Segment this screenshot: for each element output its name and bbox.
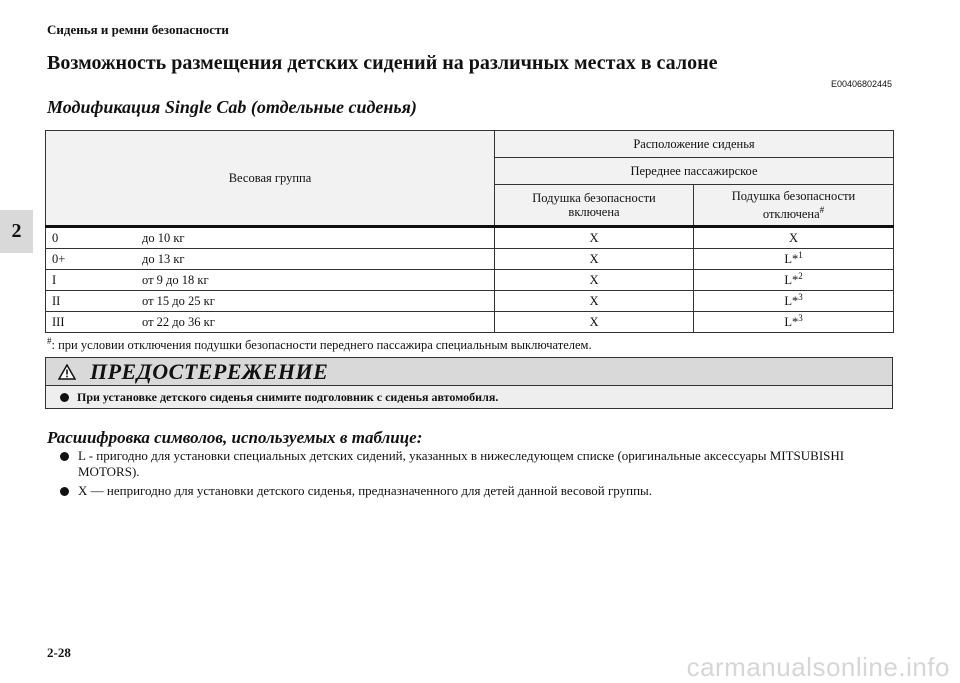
- airbag-off-note: 3: [798, 313, 803, 324]
- table-row: [46, 249, 894, 270]
- list-item: [60, 483, 890, 499]
- airbag-off-line2: отключена: [762, 207, 820, 222]
- group-cell: 0: [52, 230, 59, 245]
- page-number: 2-28: [47, 645, 71, 660]
- airbag-off-note: 2: [798, 271, 803, 282]
- group-cell: II: [52, 293, 61, 308]
- warning-title: ПРЕДОСТЕРЕЖЕНИЕ: [90, 358, 329, 384]
- airbag-off-note: 1: [798, 250, 803, 261]
- airbag-on-header: [495, 185, 694, 227]
- airbag-on-cell: X: [495, 227, 694, 249]
- bullet-icon: [60, 487, 69, 496]
- weight-cell: до 10 кг: [142, 230, 185, 245]
- table-row: [46, 291, 894, 312]
- group-cell: 0+: [52, 251, 66, 266]
- bullet-icon: [60, 393, 69, 402]
- weight-group-header: Весовая группа: [46, 131, 495, 227]
- watermark: carmanualsonline.info: [686, 652, 950, 682]
- airbag-off-note: 3: [798, 292, 803, 303]
- legend-list: [60, 448, 890, 502]
- bullet-icon: [60, 452, 69, 461]
- airbag-off-mark: #: [819, 204, 825, 215]
- warning-icon: [58, 364, 76, 380]
- table-row: [46, 227, 894, 249]
- legend-title: Расшифровка символов, используемых в таблице:: [47, 428, 423, 447]
- document-code: E00406802445: [830, 79, 892, 89]
- airbag-on-line2: включена: [568, 205, 620, 219]
- airbag-on-cell: X: [495, 270, 694, 291]
- airbag-on-cell: X: [495, 291, 694, 312]
- footnote-text: : при условии отключения подушки безопасности переднего пассажира специальным выключателем.: [51, 338, 592, 353]
- warning-box: [45, 357, 893, 409]
- page-title: Возможность размещения детских сидений на различных местах в салоне: [47, 52, 718, 74]
- seat-location-header: Расположение сиденья: [495, 131, 894, 158]
- section-header: Сиденья и ремни безопасности: [47, 22, 229, 37]
- airbag-off-cell: [694, 249, 894, 270]
- airbag-off-cell: [694, 270, 894, 291]
- airbag-off-cell: [694, 227, 894, 249]
- table-row: [46, 312, 894, 333]
- legend-text: X — непригодно для установки детского сиденья, предназначенного для детей данной весовой группы.: [78, 483, 653, 498]
- airbag-off-value: X: [788, 231, 799, 246]
- weight-cell: до 13 кг: [142, 251, 185, 266]
- child-seat-table: [45, 130, 894, 333]
- chapter-tab: 2: [0, 210, 33, 253]
- page-subtitle: Модификация Single Cab (отдельные сиденья): [47, 97, 417, 117]
- airbag-off-value: L*: [784, 273, 799, 288]
- group-cell: III: [52, 314, 65, 329]
- list-item: [60, 448, 890, 480]
- legend-text: L - пригодно для установки специальных детских сидений, указанных в нижеследующем списке (оригинальные аксессуары MITSUBISHI MOTORS).: [78, 448, 845, 479]
- warning-text: При установке детского сиденья снимите подголовник с сиденья автомобиля.: [77, 389, 499, 404]
- warning-body: [46, 386, 892, 408]
- airbag-on-line1: Подушка безопасности: [532, 191, 656, 205]
- airbag-off-cell: [694, 291, 894, 312]
- airbag-off-value: L*: [784, 294, 799, 309]
- airbag-on-cell: X: [495, 249, 694, 270]
- airbag-off-cell: [694, 312, 894, 333]
- weight-cell: от 22 до 36 кг: [142, 314, 215, 329]
- table-footnote: [47, 336, 592, 353]
- airbag-off-line1: Подушка безопасности: [731, 188, 856, 203]
- warning-header: [46, 358, 892, 386]
- table-row: [46, 270, 894, 291]
- footnote-mark: #: [47, 336, 52, 346]
- airbag-on-cell: X: [495, 312, 694, 333]
- front-passenger-header: Переднее пассажирское: [495, 158, 894, 185]
- weight-cell: от 15 до 25 кг: [142, 293, 215, 308]
- airbag-off-value: L*: [784, 252, 799, 267]
- airbag-off-value: L*: [784, 315, 799, 330]
- weight-cell: от 9 до 18 кг: [142, 272, 209, 287]
- airbag-off-header: [694, 185, 894, 227]
- group-cell: I: [52, 272, 57, 287]
